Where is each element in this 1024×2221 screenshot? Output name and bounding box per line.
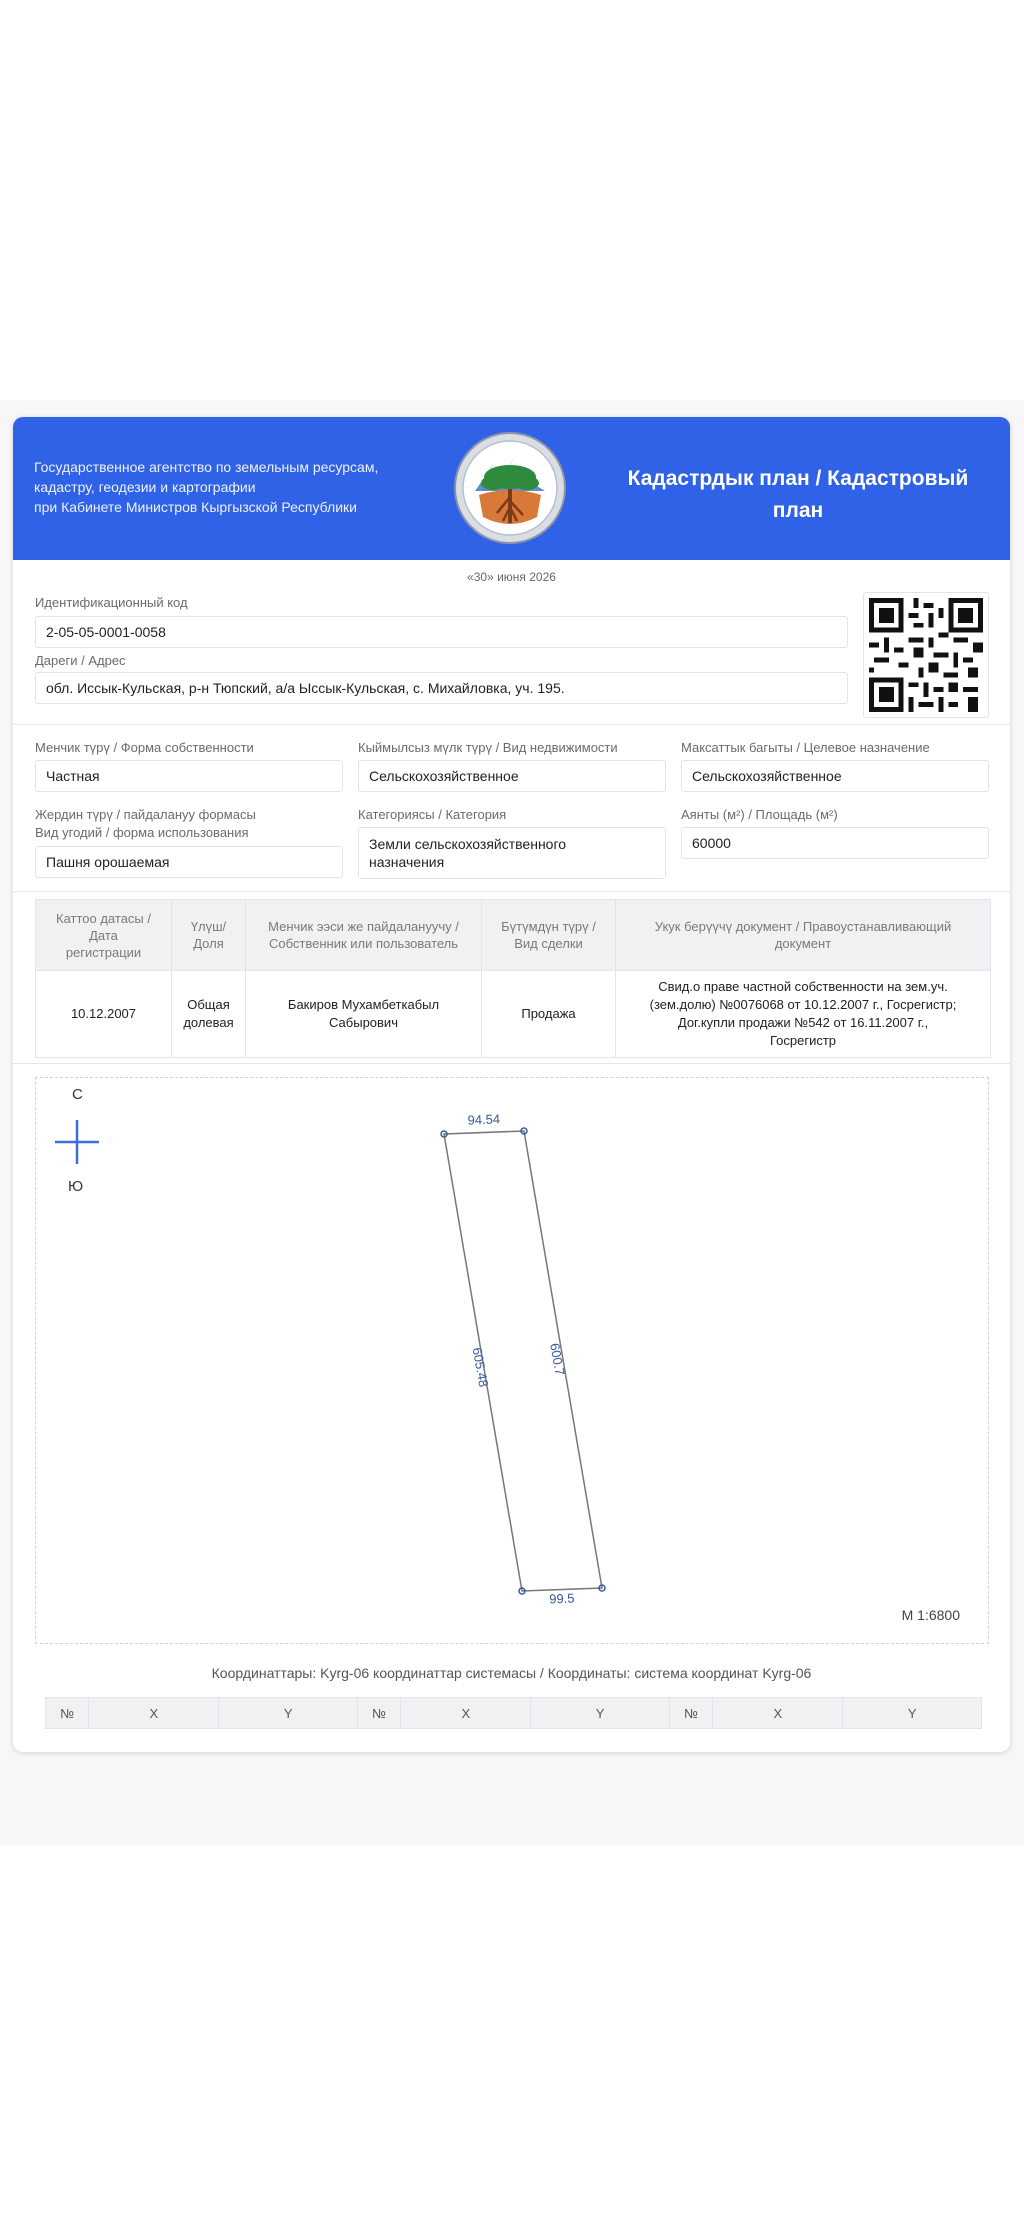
document-title-line-2: план: [772, 499, 824, 522]
document-title-line-1: Кадастрдык план / Кадастровый: [627, 467, 969, 490]
column-header-y: Y: [843, 1698, 982, 1729]
usage-label-line-2: Вид угодий / форма использования: [35, 825, 249, 840]
header-line: документ: [774, 936, 832, 951]
ownership-field: Частная: [35, 760, 343, 792]
share-cell: [172, 971, 246, 1058]
registration-table-header: [36, 900, 991, 971]
issue-date: «30» июня 2026: [467, 570, 556, 584]
cell-line: долевая: [183, 1015, 234, 1030]
cadastral-plan-card: [13, 417, 1010, 1752]
column-header-number: №: [669, 1698, 712, 1729]
section-divider: [13, 891, 1010, 892]
cell-line: Свид.о праве частной собственности на зем.уч.: [658, 979, 948, 994]
column-header-x: X: [89, 1698, 219, 1729]
coordinates-table: [45, 1697, 982, 1729]
header-line: Укук берүүчү документ / Правоустанавливающий: [654, 919, 952, 934]
cell-line: Сабырович: [329, 1015, 398, 1030]
document-title: [593, 463, 1003, 527]
column-header-deal-type: [482, 900, 616, 971]
land-plot-plan: [35, 1077, 989, 1644]
cell-line: Общая: [187, 997, 230, 1012]
coordinates-table-header: [46, 1698, 982, 1729]
compass-north-label: С: [72, 1086, 83, 1103]
id-code-field: 2-05-05-0001-0058: [35, 616, 848, 648]
section-divider: [13, 724, 1010, 725]
cell-line: Бакиров Мухамбеткабыл: [287, 997, 440, 1012]
ownership-label: Менчик түрү / Форма собственности: [35, 740, 254, 755]
header-line: Вид сделки: [514, 936, 583, 951]
usage-field: Пашня орошаемая: [35, 846, 343, 878]
column-header-registration-date: [36, 900, 172, 971]
header-line: Менчик ээси же пайдалануучу /: [268, 919, 459, 934]
qr-code-icon: [863, 592, 989, 718]
column-header-number: №: [357, 1698, 400, 1729]
header-line: Бүтүмдүн түрү /: [501, 919, 596, 934]
cell-line: (зем.долю) №0076068 от 10.12.2007 г., Госрегистр;: [649, 997, 957, 1012]
header-line: Каттоо датасы /: [56, 910, 151, 926]
column-header-title-document: [616, 900, 991, 971]
agency-name: [34, 457, 434, 517]
cell-line: Дог.купли продажи №542 от 16.11.2007 г.,: [677, 1015, 929, 1030]
header-line: Үлүш/: [190, 919, 227, 934]
category-field: [358, 827, 666, 879]
agency-emblem-icon: [453, 431, 567, 545]
header-line: Дата: [89, 927, 118, 943]
area-field: 60000: [681, 827, 989, 859]
column-header-share: [172, 900, 246, 971]
address-label: Дареги / Адрес: [35, 653, 126, 668]
column-header-x: X: [713, 1698, 843, 1729]
agency-line-3: при Кабинете Министров Кыргызской Республики: [34, 499, 357, 515]
title-document-cell: [616, 971, 991, 1058]
header-line: Доля: [193, 936, 224, 951]
column-header-y: Y: [531, 1698, 670, 1729]
compass-south-label: Ю: [68, 1178, 84, 1195]
usage-label-line-1: Жердин түрү / пайдалануу формасы: [35, 807, 256, 822]
purpose-field: Сельскохозяйственное: [681, 760, 989, 792]
edge-label-bottom: 99.5: [548, 1590, 575, 1607]
cell-line: Госрегистр: [769, 1033, 837, 1048]
owner-cell: [246, 971, 482, 1058]
area-label: Аянты (м²) / Площадь (м²): [681, 807, 838, 822]
column-header-owner: [246, 900, 482, 971]
agency-line-1: Государственное агентство по земельным ресурсам,: [34, 459, 379, 475]
category-value-line-2: назначения: [369, 854, 445, 870]
registration-table: [35, 899, 991, 1058]
header-line: регистрации: [65, 944, 142, 960]
column-header-number: №: [46, 1698, 89, 1729]
agency-line-2: кадастру, геодезии и картографии: [34, 479, 256, 495]
purpose-label: Максаттык багыты / Целевое назначение: [681, 740, 930, 755]
realty-type-label: Кыймылсыз мүлк түрү / Вид недвижимости: [358, 740, 618, 755]
category-value-line-1: Земли сельскохозяйственного: [369, 836, 567, 852]
document-header: [13, 417, 1010, 560]
section-divider: [13, 1063, 1010, 1064]
column-header-x: X: [401, 1698, 531, 1729]
edge-label-top: 94.54: [467, 1111, 501, 1128]
edge-label-right: 600.7: [547, 1341, 568, 1377]
edge-label-left: 605.48: [469, 1346, 492, 1389]
registration-date-cell: 10.12.2007: [36, 971, 172, 1058]
deal-type-cell: Продажа: [482, 971, 616, 1058]
id-code-label: Идентификационный код: [35, 595, 188, 610]
realty-type-field: Сельскохозяйственное: [358, 760, 666, 792]
coordinates-title: Координаттары: Kyrg-06 координаттар системасы / Координаты: система координат Kyrg-06: [211, 1665, 812, 1681]
header-line: Собственник или пользователь: [268, 936, 459, 951]
column-header-y: Y: [219, 1698, 358, 1729]
map-scale: М 1:6800: [901, 1607, 960, 1623]
address-field: обл. Иссык-Кульская, р-н Тюпский, а/а Ыссык-Кульская, с. Михайловка, уч. 195.: [35, 672, 848, 704]
table-row: [36, 971, 991, 1058]
category-label: Категориясы / Категория: [358, 807, 507, 822]
plot-boundary-drawing: [36, 1078, 988, 1643]
